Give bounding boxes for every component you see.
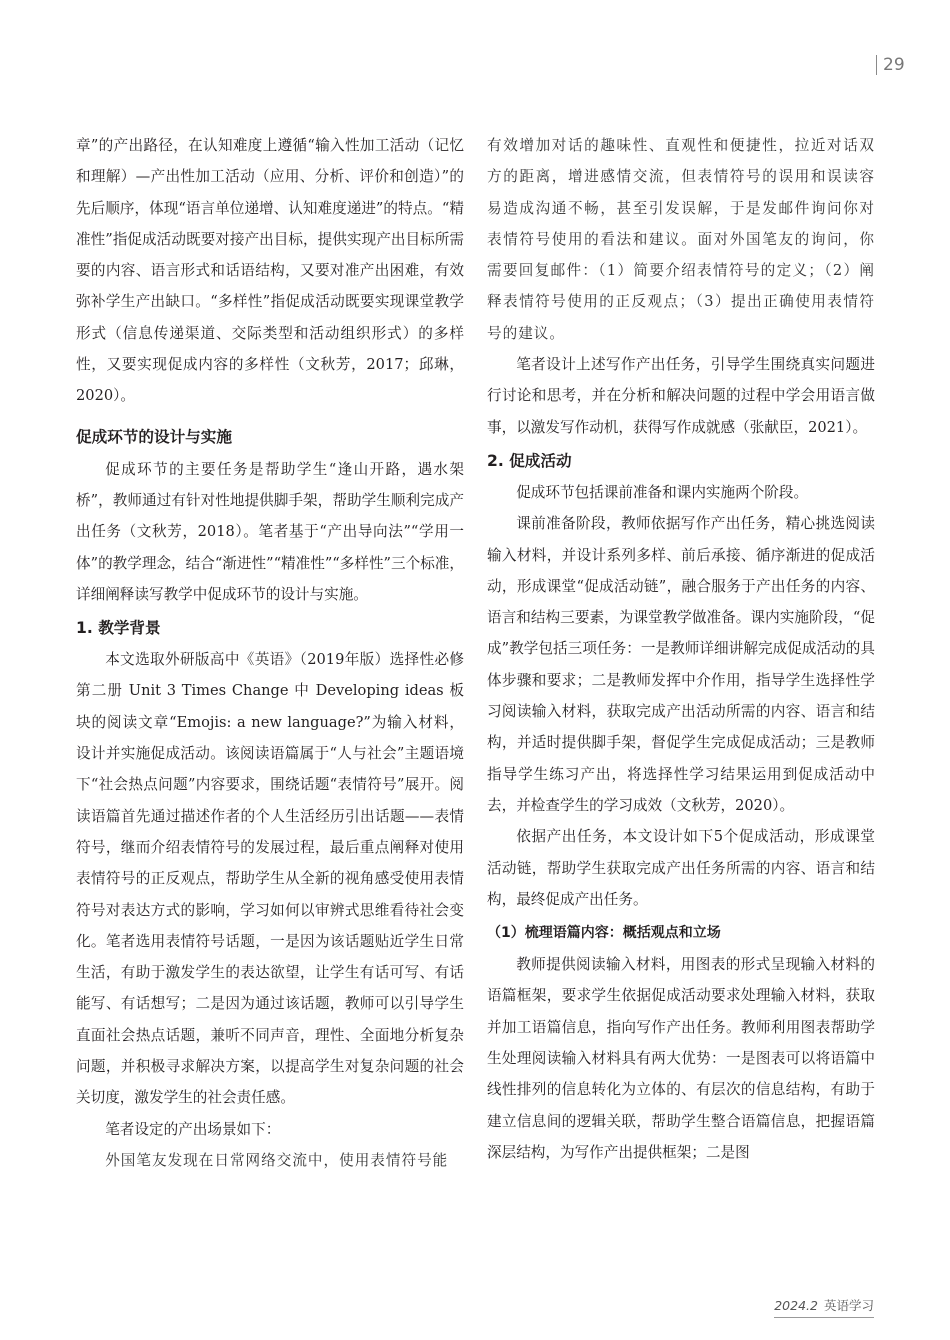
- footer-journal: 英语学习: [823, 1298, 874, 1313]
- right-column: [487, 130, 875, 1168]
- footer-issue: 2024.2: [774, 1298, 818, 1313]
- paragraph-preparation: 课前准备阶段，教师依据写作产出任务，精心挑选阅读输入材料，并设计系列多样、前后承接、循序渐进的促成活动，形成课堂“促成活动链”，融合服务于产出任务的内容、语言和结构三要素，为课堂教学做准备。课内实施阶段，“促成”教学包括三项任务：一是教师详细讲解完成促成活动的具体步骤和要求；二是教师发挥中介作用，指导学生选择性学习阅读输入材料，获取完成产出活动所需的内容、语言和结构，并适时提供脚手架，督促学生完成促成活动；三是教师指导学生练习产出，将选择性学习结果运用到促成活动中去，并检查学生的学习成效（文秋芳，2020）。: [487, 515, 875, 814]
- paragraph-intro: 章”的产出路径，在认知难度上遵循“输入性加工活动（记忆和理解）—产出性加工活动（应用、分析、评价和创造）”的先后顺序，体现“语言单位递增、认知难度递进”的特点。“精准性”指促成活动既要对接产出目标，提供实现产出目标所需要的内容、语言形式和话语结构，又要对准产出困难，有效弥补学生产出缺口。“多样性”指促成活动既要实现课堂教学形式（信息传递渠道、交际类型和活动组织形式）的多样性，又要实现促成内容的多样性（文秋芳，2017；邱琳，2020）。: [76, 137, 464, 405]
- paragraph-activity-1: 教师提供阅读输入材料，用图表的形式呈现输入材料的语篇框架，要求学生依据促成活动要求处理输入材料，获取并加工语篇信息，指向写作产出任务。教师利用图表帮助学生处理阅读输入材料具有两大优势：一是图表可以将语篇中线性排列的信息转化为立体的、有层次的信息结构，有助于建立信息间的逻辑关联，帮助学生整合语篇信息，把握语篇深层结构，为写作产出提供框架；二是图: [487, 956, 875, 1161]
- activity-heading: （1）梳理语篇内容：概括观点和立场: [487, 925, 721, 942]
- paragraph-task: 笔者设计上述写作产出任务，引导学生围绕真实问题进行讨论和思考，并在分析和解决问题的过程中学会用语言做事，以激发写作动机，获得写作成就感（张献臣，2021）。: [487, 356, 875, 436]
- paragraph-quote-start: 外国笔友发现在日常网络交流中，使用表情符号能: [105, 1151, 449, 1169]
- subheading-background: 1. 教学背景: [76, 619, 161, 638]
- paragraph-section: 促成环节的主要任务是帮助学生“逢山开路，遇水架桥”，教师通过有针对性地提供脚手架，帮助学生顺利完成产出任务（文秋芳，2018）。笔者基于“产出导向法”“学用一体”的教学理念，结合“渐进性”“精准性”“多样性”三个标准，详细阐释读写教学中促成环节的设计与实施。: [76, 460, 464, 603]
- left-column: [76, 130, 464, 1176]
- subheading-activities: 2. 促成活动: [487, 451, 572, 470]
- page-number: 29: [876, 55, 905, 75]
- paragraph-activity-chain: 依据产出任务，本文设计如下5个促成活动，形成课堂活动链，帮助学生获取完成产出任务所需的内容、语言和结构，最终促成产出任务。: [487, 828, 875, 908]
- page-footer: [774, 1296, 874, 1318]
- paragraph-scene: 笔者设定的产出场景如下：: [105, 1120, 281, 1138]
- section-heading: 促成环节的设计与实施: [76, 427, 232, 446]
- paragraph-quote-continued: 有效增加对话的趣味性、直观性和便捷性，拉近对话双方的距离，增进感情交流，但表情符号的误用和误读容易造成沟通不畅，甚至引发误解，于是发邮件询问你对表情符号使用的看法和建议。面对外国笔友的询问，你需要回复邮件：（1）简要介绍表情符号的定义；（2）阐释表情符号使用的正反观点；（3）提出正确使用表情符号的建议。: [487, 137, 875, 342]
- paragraph-background: 本文选取外研版高中《英语》（2019年版）选择性必修第二册 Unit 3 Times Change 中 Developing ideas 板块的阅读文章“Emojis: a new language?”为输入材料，设计并实施促成活动。该阅读语篇属于“人与社会”主题语境下“社会热点问题”内容要求，围绕话题“表情符号”展开。阅读语篇首先通过描述作者的个人生活经历引出话题——表情符号，继而介绍表情符号的发展过程，最后重点阐释对使用表情符号的正反观点，帮助学生从全新的视角感受使用表情符号对表达方式的影响，学习如何以审辨式思维看待社会变化。笔者选用表情符号话题，一是因为该话题贴近学生日常生活，有助于激发学生的表达欲望，让学生有话可写、有话能写、有话想写；二是因为通过该话题，教师可以引导学生直面社会热点话题，兼听不同声音，理性、全面地分析复杂问题，并积极寻求解决方案，以提高学生对复杂问题的社会关切度，激发学生的社会责任感。: [76, 651, 464, 1107]
- paragraph-stages: 促成环节包括课前准备和课内实施两个阶段。: [516, 483, 809, 501]
